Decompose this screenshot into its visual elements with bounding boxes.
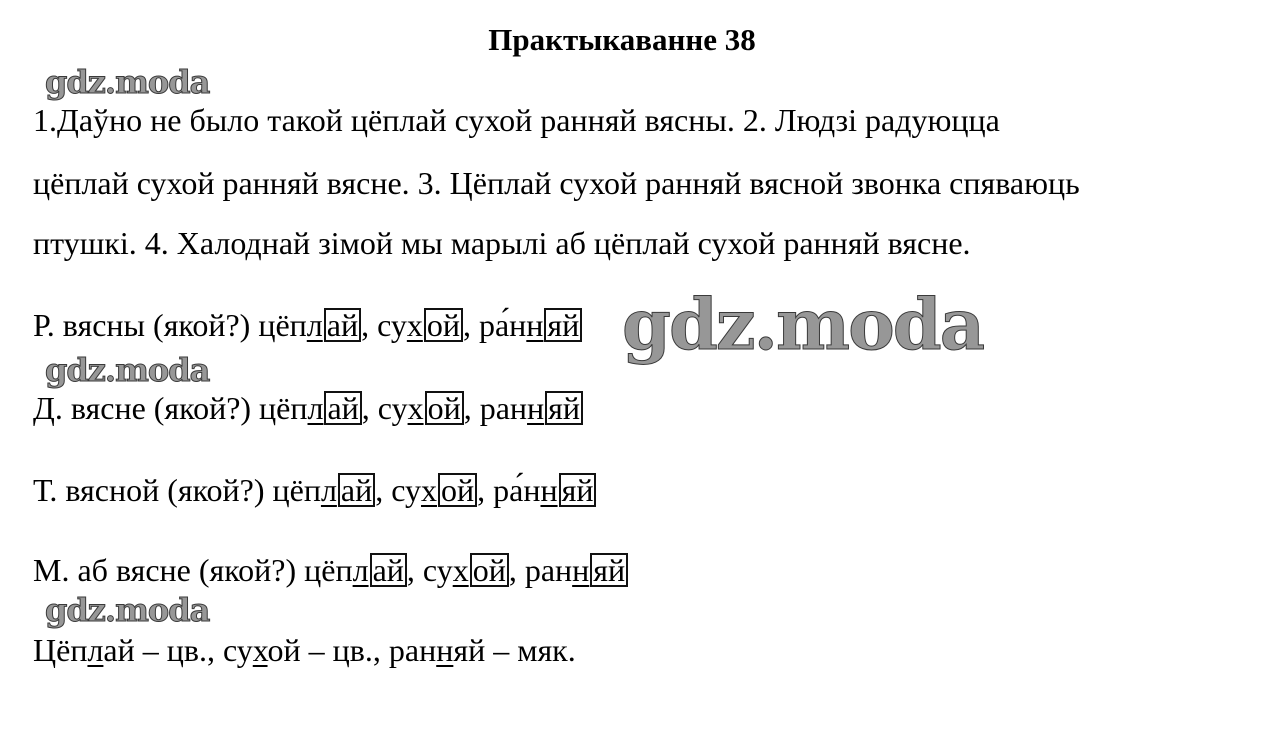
word-stem: ран [479,390,528,426]
underlined-consonant: х [407,390,424,426]
watermark-logo: gdz.moda [45,63,210,101]
watermark-logo: gdz.moda [45,591,210,629]
separator: , [375,472,392,508]
underlined-consonant: л [320,472,337,508]
ending-box: ай [370,553,407,587]
case-row-dative [33,390,583,426]
ending-box: ой [424,308,463,342]
row-lead: М. аб вясне (якой?) [33,552,305,588]
word-rest: ой – цв. [267,632,373,668]
ending-box: ай [324,308,361,342]
underlined-consonant: х [252,632,268,668]
ending-box: ой [425,391,464,425]
separator: , [508,552,525,588]
word-stem: цёп [272,472,321,508]
underlined-consonant: н [540,472,558,508]
ending-box: ой [438,473,477,507]
underlined-consonant: л [352,552,369,588]
case-row-instrumental [33,472,596,508]
word-stem: су [422,552,453,588]
separator: , [462,307,479,343]
watermark-logo-large: gdz.moda [622,283,984,366]
row-lead: Т. вясной (якой?) [33,472,273,508]
summary-line [33,632,576,668]
exercise-title: Практыкаванне 38 [488,22,756,57]
word-stem: ран [524,552,573,588]
separator: , [477,472,494,508]
underlined-consonant: х [452,552,469,588]
text-line: цёплай сухой ранняй вясне. 3. Цёплай сухой ранняй вясной звонка спяваюць [33,165,1080,201]
case-row-genitive [33,307,582,343]
ending-box: яй [545,391,583,425]
underlined-consonant: л [87,632,104,668]
case-row-prepositional [33,552,628,588]
underlined-consonant: н [526,307,544,343]
word-stem: су [377,390,408,426]
underlined-consonant: л [306,307,323,343]
separator: , [361,307,378,343]
underlined-consonant: л [307,390,324,426]
ending-box: яй [590,553,628,587]
separator: , [206,632,223,668]
separator: , [372,632,389,668]
separator: , [361,390,378,426]
separator: , [406,552,423,588]
ending-box: ай [324,391,361,425]
word-rest: ай – цв. [103,632,207,668]
word-stem: су [377,307,407,343]
word-rest: яй – мяк. [453,632,576,668]
underlined-consonant: н [436,632,454,668]
underlined-consonant: н [527,390,545,426]
word-stem: Цёп [33,632,88,668]
row-lead: Р. вясны (якой?) [33,307,259,343]
underlined-consonant: н [572,552,590,588]
underlined-consonant: х [406,307,423,343]
word-stem: цёп [259,390,308,426]
text-line: 1.Даўно не было такой цёплай сухой ранняй вясны. 2. Людзі радуюцца [33,102,1000,138]
word-stem: ра́н [493,472,541,508]
ending-box: ой [470,553,509,587]
word-stem: цёп [258,307,307,343]
ending-box: яй [559,473,597,507]
ending-box: ай [338,473,375,507]
word-stem: су [391,472,422,508]
separator: , [463,390,480,426]
watermark-logo: gdz.moda [45,351,210,389]
word-stem: ра́н [478,307,527,343]
row-lead: Д. вясне (якой?) [33,390,260,426]
word-stem: су [222,632,253,668]
ending-box: яй [544,308,582,342]
word-stem: цёп [304,552,353,588]
word-stem: ран [388,632,437,668]
text-line: птушкі. 4. Халоднай зімой мы марылі аб цёплай сухой ранняй вясне. [33,225,971,261]
underlined-consonant: х [421,472,438,508]
